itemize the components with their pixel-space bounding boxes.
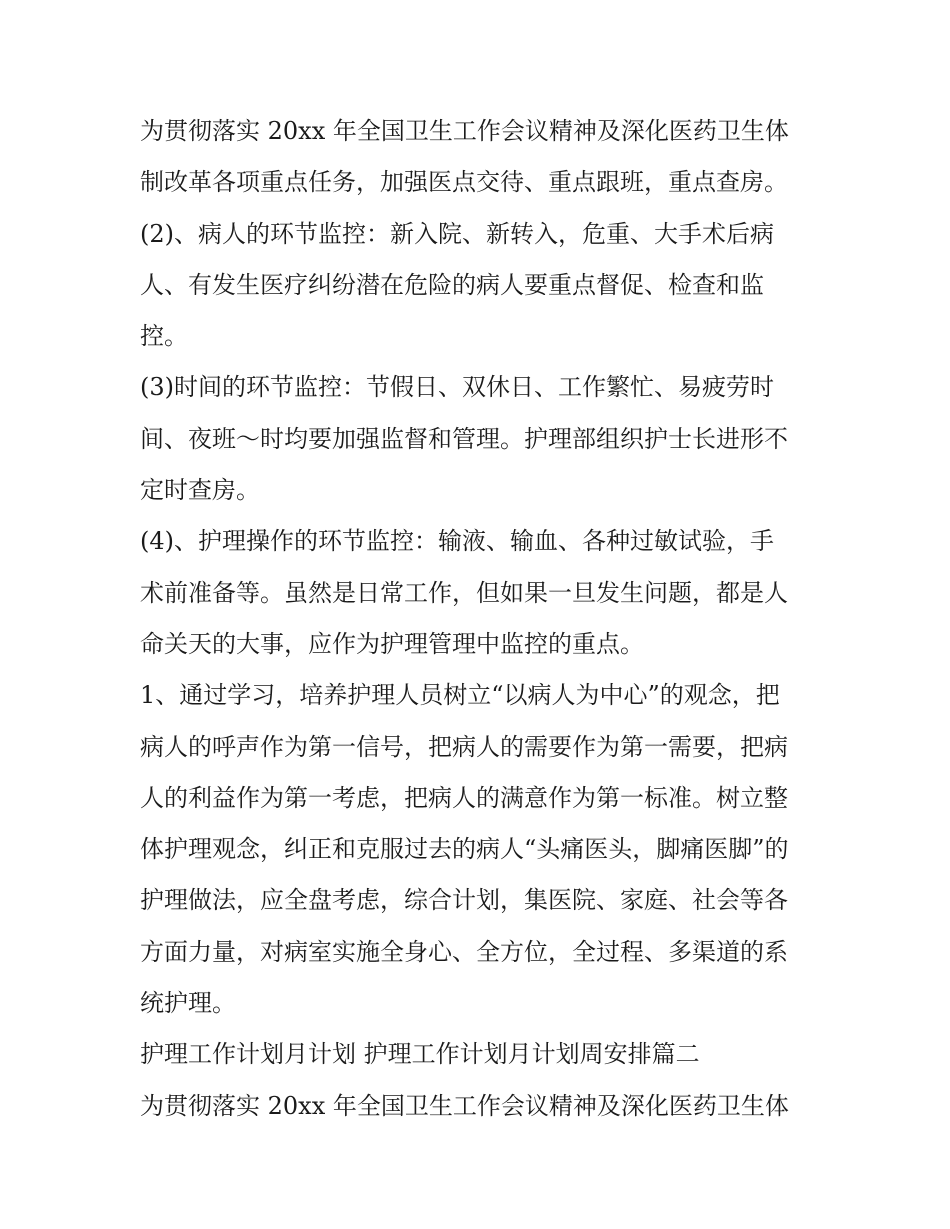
text-line: 命关天的大事，应作为护理管理中监控的重点。 <box>140 629 644 658</box>
text-line: 术前准备等。虽然是日常工作，但如果一旦发生问题，都是人 <box>140 578 788 607</box>
text-line: (2)、病人的环节监控：新入院、新转入，危重、大手术后病 <box>140 219 774 248</box>
text-line: 护理做法，应全盘考虑，综合计划，集医院、家庭、社会等各 <box>140 886 788 915</box>
text-line: 定时查房。 <box>140 476 260 505</box>
section-heading: 护理工作计划月计划 护理工作计划月计划周安排篇二 <box>140 1040 700 1069</box>
text-line: 方面力量，对病室实施全身心、全方位，全过程、多渠道的系 <box>140 937 788 966</box>
text-line: (4)、护理操作的环节监控：输液、输血、各种过敏试验，手 <box>140 527 774 556</box>
text-line: 体护理观念，纠正和克服过去的病人“头痛医头，脚痛医脚”的 <box>140 835 789 864</box>
text-line: 控。 <box>140 322 188 351</box>
text-line: 为贯彻落实 20xx 年全国卫生工作会议精神及深化医药卫生体 <box>140 1091 789 1120</box>
text-line: 人的利益作为第一考虑，把病人的满意作为第一标准。树立整 <box>140 783 788 812</box>
text-line: 为贯彻落实 20xx 年全国卫生工作会议精神及深化医药卫生体 <box>140 117 789 145</box>
text-line: 人、有发生医疗纠纷潜在危险的病人要重点督促、检查和监 <box>140 270 764 299</box>
text-line: 1、通过学习，培养护理人员树立“以病人为中心”的观念，把 <box>140 681 780 710</box>
document-body <box>140 106 820 1132</box>
text-line: 统护理。 <box>140 989 236 1018</box>
text-line: 病人的呼声作为第一信号，把病人的需要作为第一需要，把病 <box>140 732 788 761</box>
text-line: (3)时间的环节监控：节假日、双休日、工作繁忙、易疲劳时 <box>140 373 774 402</box>
text-line: 间、夜班～时均要加强监督和管理。护理部组织护士长进形不 <box>140 424 788 453</box>
text-line: 制改革各项重点任务，加强医点交待、重点跟班，重点查房。 <box>140 168 788 197</box>
